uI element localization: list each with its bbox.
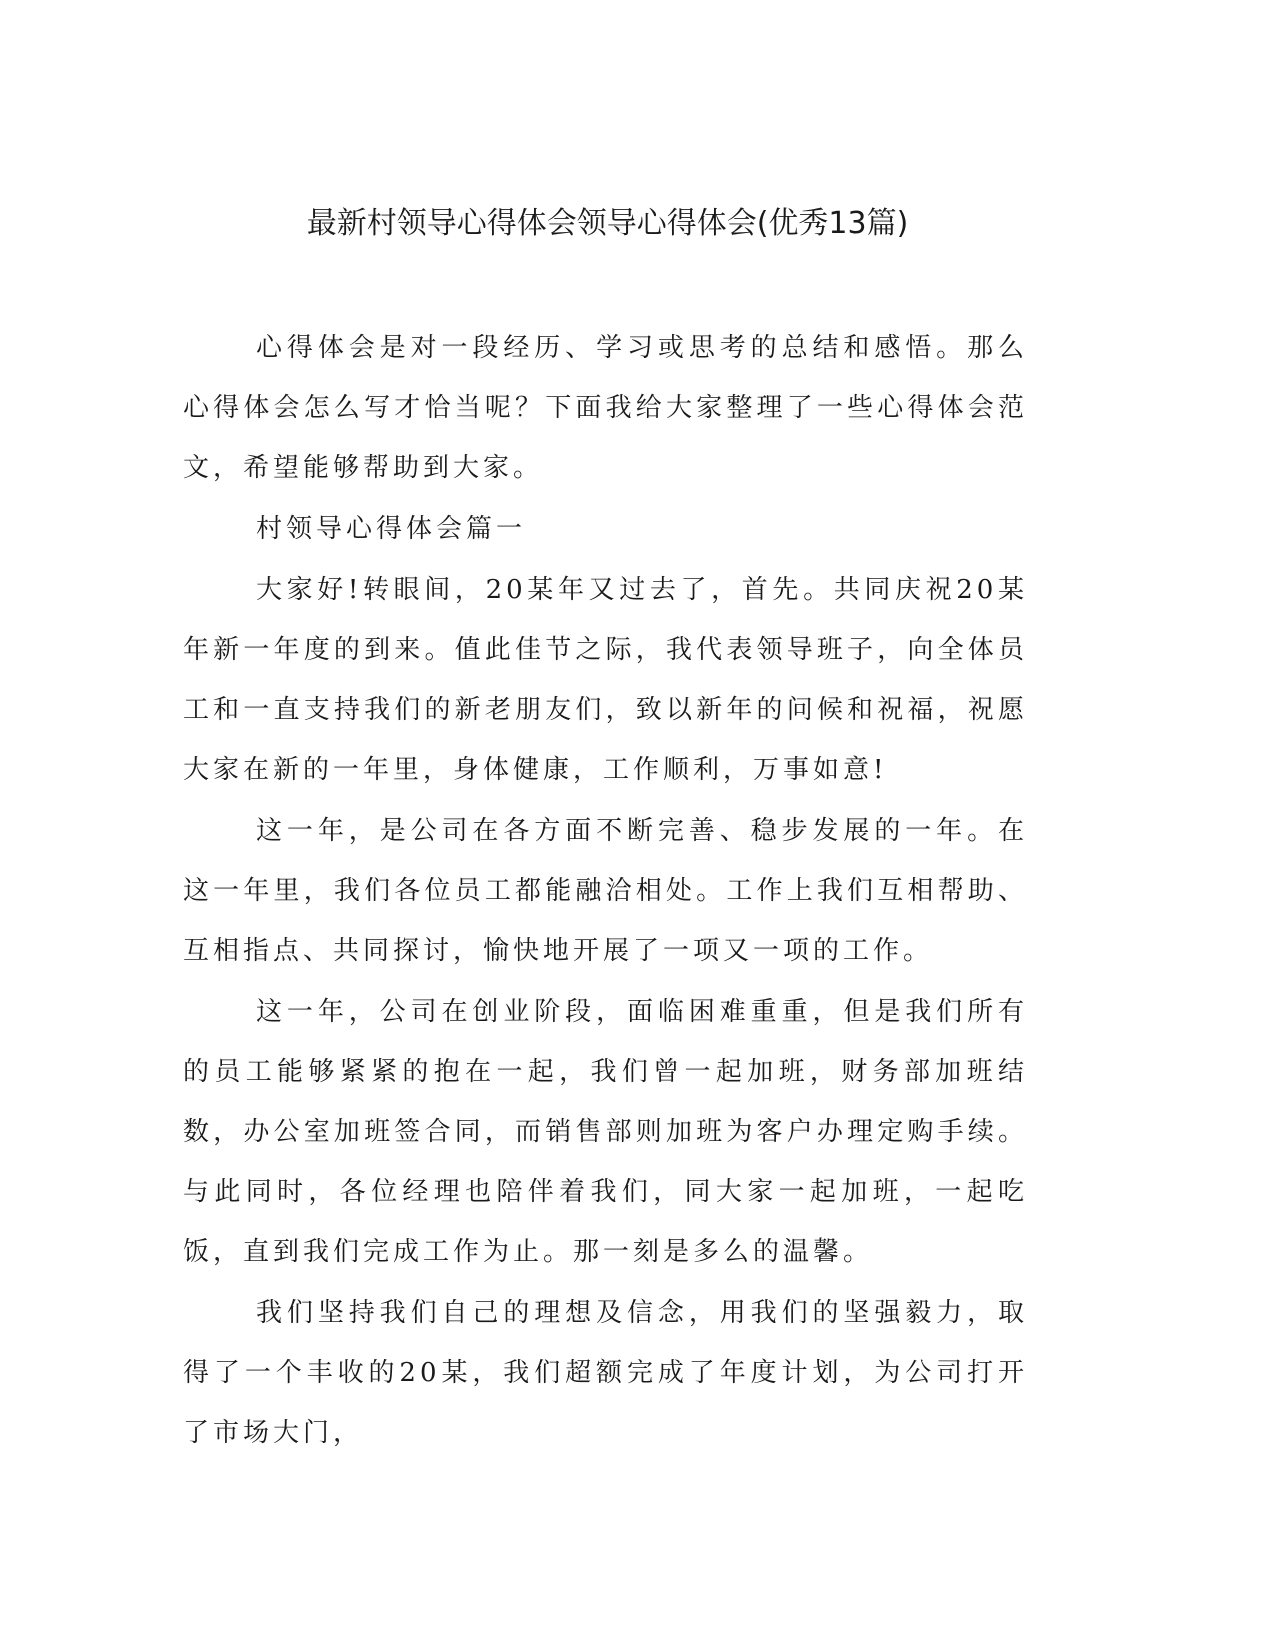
body-paragraph: 我们坚持我们自己的理想及信念，用我们的坚强毅力，取得了一个丰收的20某，我们超额完成了年度计划，为公司打开了市场大门，: [183, 1298, 1028, 1448]
body-paragraph: 这一年，公司在创业阶段，面临困难重重，但是我们所有的员工能够紧紧的抱在一起，我们曾一起加班，财务部加班结数，办公室加班签合同，而销售部则加班为客户办理定购手续。与此同时，各位经理也陪伴着我们，同大家一起加班，一起吃饭，直到我们完成工作为止。那一刻是多么的温馨。: [183, 997, 1028, 1267]
body-paragraph: 这一年，是公司在各方面不断完善、稳步发展的一年。在这一年里，我们各位员工都能融洽相处。工作上我们互相帮助、互相指点、共同探讨，愉快地开展了一项又一项的工作。: [183, 816, 1028, 966]
intro-paragraph: 心得体会是对一段经历、学习或思考的总结和感悟。那么心得体会怎么写才恰当呢？下面我给大家整理了一些心得体会范文，希望能够帮助到大家。: [183, 333, 1028, 483]
document-body: [183, 318, 1028, 1464]
document-title: 最新村领导心得体会领导心得体会(优秀13篇): [306, 206, 909, 241]
section-heading: 村领导心得体会篇一: [256, 514, 527, 544]
body-paragraph: 大家好!转眼间，20某年又过去了，首先。共同庆祝20某年新一年度的到来。值此佳节之际，我代表领导班子，向全体员工和一直支持我们的新老朋友们，致以新年的问候和祝福，祝愿大家在新的一年里，身体健康，工作顺利，万事如意!: [183, 575, 1028, 785]
